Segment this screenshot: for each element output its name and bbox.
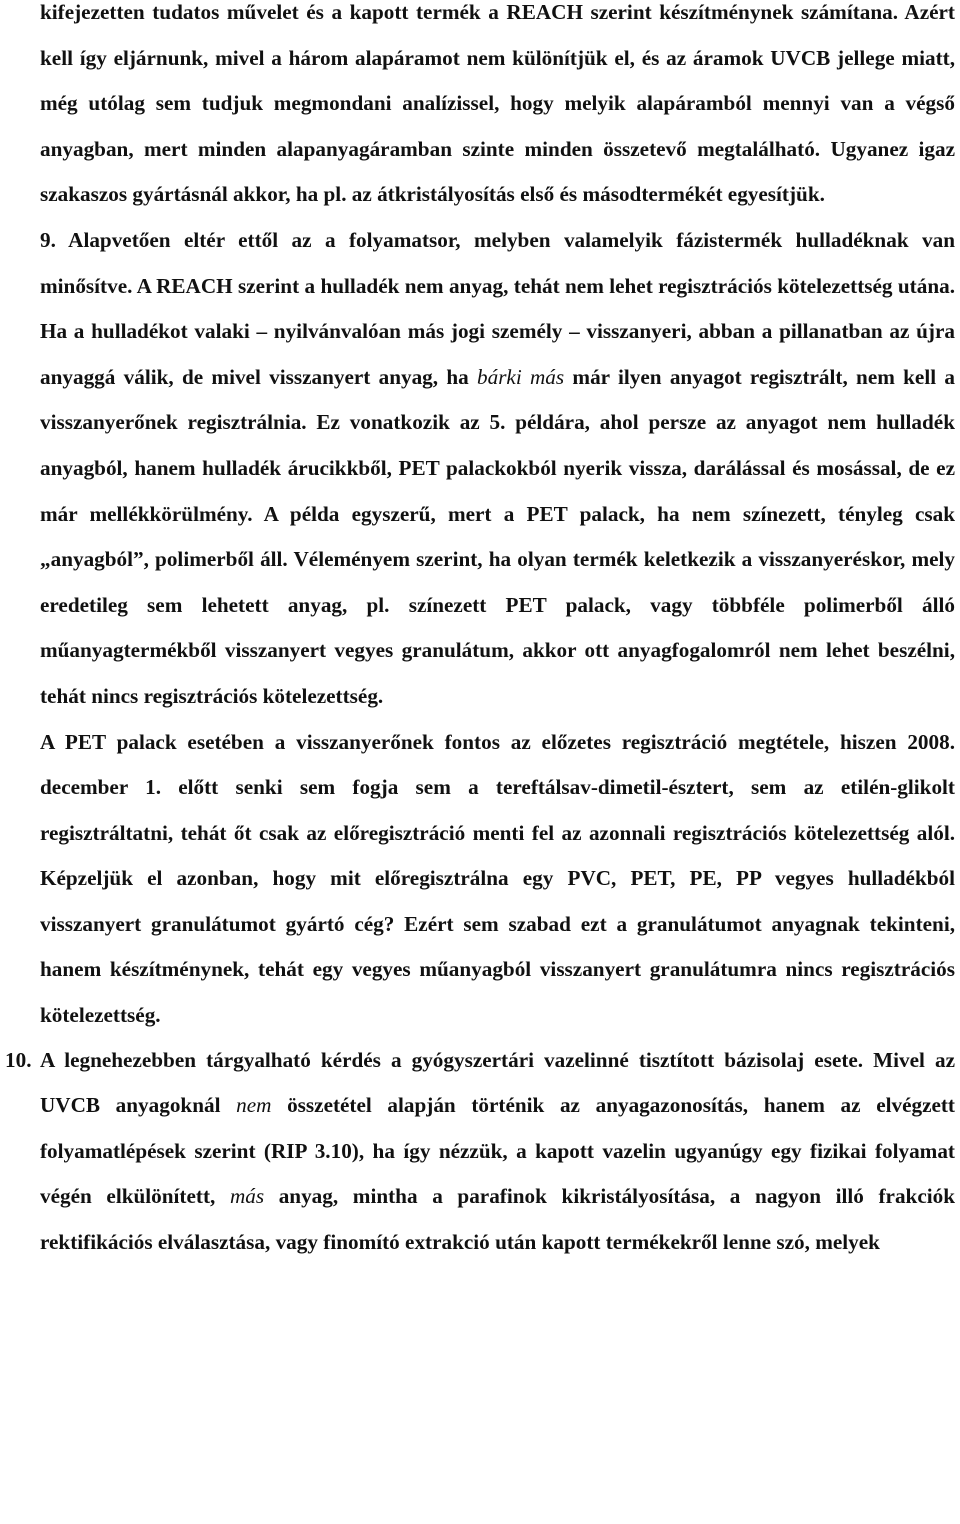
- list-number-10: 10.: [5, 1047, 32, 1072]
- paragraph-intro: kifejezetten tudatos művelet és a kapott termék a REACH szerint készítménynek számítana. Azért kell így eljárnunk, mivel a három alapáramot nem különítjük el, és az áramok UVCB jellege miatt, még utólag sem tudjuk megmondani analízissel, hogy melyik alapáramból mennyi van a végső anyagban, mert minden alapanyagáramban szinte minden összetevő megtalálható. Ugyanez igaz szakaszos gyártásnál akkor, ha pl. az átkristályosítás első és másodtermékét egyesítjük.: [40, 0, 955, 207]
- paragraph-9-italic-a: bárki más: [477, 364, 565, 389]
- paragraph-10-text-a: A legnehezebben tárgyalható kérdés a gyógyszertári vazelinné tisztított bázisolaj esete. Mivel az UVCB anyagoknál: [40, 1047, 955, 1118]
- paragraph-10-text-c: anyag, mintha a parafinok kikristályosítása, a nagyon illó frakciók rektifikációs elválasztása, vagy finomító extrakció után kapott termékekről lenne szó, melyek: [40, 1184, 956, 1255]
- paragraph-9: [40, 218, 955, 720]
- paragraph-10-italic-a: nem: [236, 1093, 272, 1118]
- list-number-9: 9.: [40, 227, 56, 252]
- paragraph-9-text-a: Alapvetően eltér ettől az a folyamatsor, melyben valamelyik fázistermék hulladéknak van minősítve. A REACH szerint a hulladék nem anyag, tehát nem lehet regisztrációs kötelezettség utána. Ha a hulladékot valaki – nyilvánvalóan más jogi személy – visszanyeri, abban a pillanatban az újra anyaggá válik, de mivel visszanyert anyag, ha: [40, 227, 955, 389]
- paragraph-10-italic-b: más: [229, 1184, 265, 1209]
- paragraph-10-text-b: összetétel alapján történik az anyagazonosítás, hanem az elvégzett folyamatlépések szerint (RIP 3.10), ha így nézzük, a kapott vazelin ugyanúgy egy fizikai folyamat végén elkülönített,: [40, 1093, 955, 1209]
- paragraph-pet: A PET palack esetében a visszanyerőnek fontos az előzetes regisztráció megtétele, hiszen 2008. december 1. előtt senki sem fogja sem a tereftálsav-dimetil-észtert, sem az etilén-glikolt regisztráltatni, tehát őt csak az előregisztráció menti fel az azonnali regisztrációs kötelezettség alól. Képzeljük el azonban, hogy mit előregisztrálna egy PVC, PET, PE, PP vegyes hulladékból visszanyert granulátumot gyártó cég? Ezért sem szabad ezt a granulátumot anyagnak tekinteni, hanem készítménynek, tehát egy vegyes műanyagból visszanyert granulátumra nincs regisztrációs kötelezettség.: [40, 729, 955, 1028]
- paragraph-9-text-b: már ilyen anyagot regisztrált, nem kell a visszanyerőnek regisztrálnia. Ez vonatkozik az 5. példára, ahol persze az anyagot nem hulladék anyagból, hanem hulladék árucikkből, PET palackokból nyerik vissza, darálással és mosással, de ez már mellékkörülmény. A példa egyszerű, mert a PET palack, ha nem színezett, tényleg csak „anyagból”, polimerből áll. Véleményem szerint, ha olyan termék keletkezik a visszanyeréskor, mely eredetileg sem lehetett anyag, pl. színezett PET palack, vagy többféle polimerből álló műanyagtermékből visszanyert vegyes granulátum, akkor ott anyagfogalomról nem lehet beszélni, tehát nincs regisztrációs kötelezettség.: [40, 364, 955, 708]
- document-page: [5, 0, 956, 1266]
- paragraph-10: [5, 1038, 956, 1266]
